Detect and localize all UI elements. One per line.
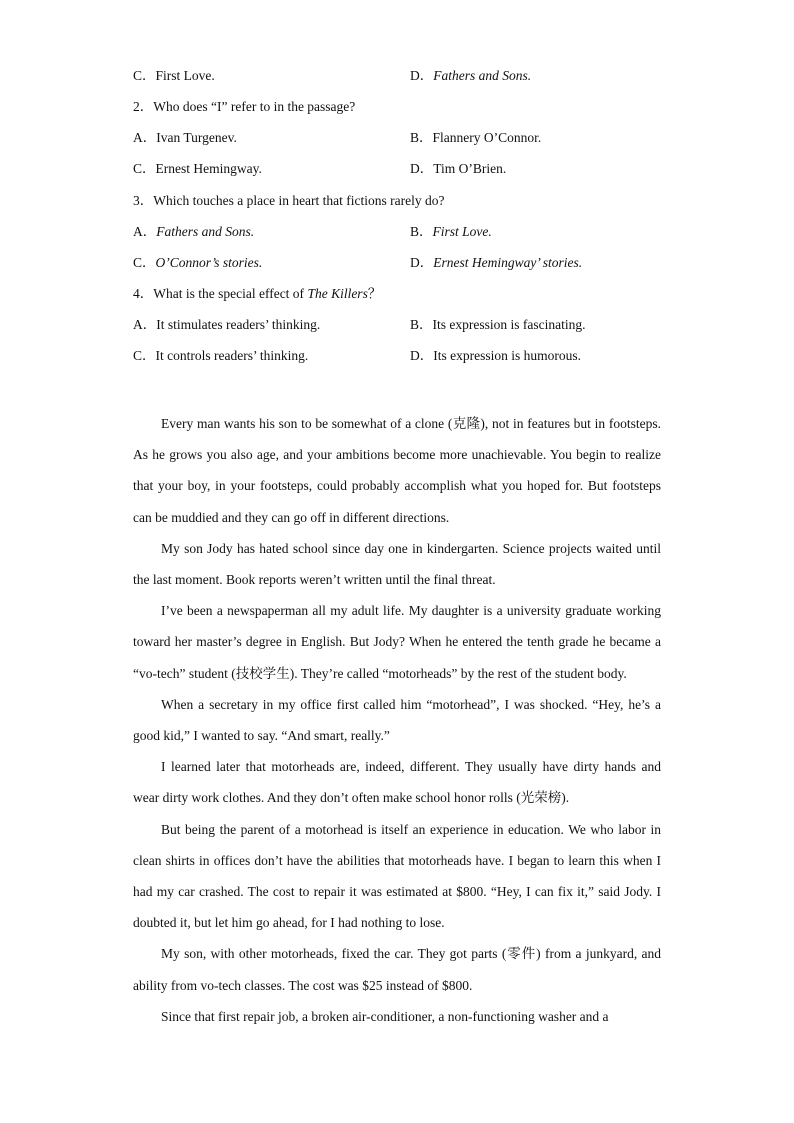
q4-option-b xyxy=(410,315,586,335)
passage-paragraph: But being the parent of a motorhead is itself an experience in education. We who labor in clean shirts in offices don’t have the abilities that motorheads have. I began to learn this when I had my car crashed. The cost to repair it was estimated at $800. “Hey, I can fix it,” said Jody. I doubted it, but let him go ahead, for I had nothing to lose. xyxy=(133,821,661,931)
q4-option-c xyxy=(133,346,308,366)
passage-paragraph: My son Jody has hated school since day one in kindergarten. Science projects waited until the last moment. Book reports weren’t written until the final threat. xyxy=(133,540,661,588)
q2-option-d xyxy=(410,159,506,179)
q1-option-c xyxy=(133,66,215,86)
q3-option-a xyxy=(133,222,254,242)
q1-option-d xyxy=(410,66,531,86)
q4-option-a-text: It stimulates readers’ thinking. xyxy=(156,317,321,332)
q4-option-b-text: Its expression is fascinating. xyxy=(432,317,586,332)
q2-stem: 2．Who does “I” refer to in the passage? xyxy=(133,99,356,114)
q4-option-c-text: It controls readers’ thinking. xyxy=(155,348,309,363)
q4-option-d xyxy=(410,346,581,366)
passage-paragraph: My son, with other motorheads, fixed the car. They got parts (零件) from a junkyard, and ability from vo-tech classes. The cost was $25 instead of $800. xyxy=(133,946,661,993)
q2-option-b xyxy=(410,128,541,148)
passage-paragraph: I learned later that motorheads are, indeed, different. They usually have dirty hands and wear dirty work clothes. And they don’t often make school honor rolls (光荣榜). xyxy=(133,759,661,806)
q4-option-d-text: Its expression is humorous. xyxy=(433,348,581,363)
q3-option-d-text: Ernest Hemingway’ stories. xyxy=(433,255,583,270)
q4-option-a-letter: A． xyxy=(133,317,157,332)
passage-paragraph: Since that first repair job, a broken air-conditioner, a non-functioning washer and a xyxy=(161,1008,609,1024)
q3-option-d xyxy=(410,253,582,273)
q1-option-d-letter: D． xyxy=(410,68,434,83)
q4-option-a xyxy=(133,315,320,335)
q1-option-c-text: First Love. xyxy=(155,68,215,83)
passage-paragraph: Every man wants his son to be somewhat of a clone (克隆), not in features but in footsteps. As he grows you also age, and your ambitions become more unachievable. You begin to realize that your boy, in your footsteps, could probably accomplish what you hoped for. But footsteps can be muddied and they can go off in different directions. xyxy=(133,416,661,525)
q2-option-d-text: Tim O’Brien. xyxy=(433,161,507,176)
q2-option-a-text: Ivan Turgenev. xyxy=(156,130,237,145)
q4-option-c-letter: C． xyxy=(133,348,156,363)
q2-option-b-text: Flannery O’Connor. xyxy=(432,130,542,145)
q3-option-d-letter: D． xyxy=(410,255,434,270)
q2-option-c-text: Ernest Hemingway. xyxy=(155,161,262,176)
reading-passage xyxy=(133,408,661,1032)
q3-stem: 3．Which touches a place in heart that fictions rarely do? xyxy=(133,193,445,208)
q3-option-b-letter: B． xyxy=(410,224,433,239)
passage-paragraph: I’ve been a newspaperman all my adult life. My daughter is a university graduate working toward her master’s degree in English. But Jody? When he entered the tenth grade he became a “vo-tech” student (技校学生). They’re called “motorheads” by the rest of the student body. xyxy=(133,603,661,681)
q4-stem xyxy=(133,284,381,304)
q4-stem-end: ？ xyxy=(367,286,382,301)
q2-option-b-letter: B． xyxy=(410,130,433,145)
q3-option-a-text: Fathers and Sons. xyxy=(156,224,255,239)
q2-option-c xyxy=(133,159,262,179)
q2-option-a-letter: A． xyxy=(133,130,157,145)
q4-option-d-letter: D． xyxy=(410,348,434,363)
q3-option-c xyxy=(133,253,262,273)
q2-option-a xyxy=(133,128,237,148)
q3-option-c-text: O’Connor’s stories. xyxy=(155,255,263,270)
q1-option-c-letter: C． xyxy=(133,68,156,83)
q3-option-c-letter: C． xyxy=(133,255,156,270)
q2-option-d-letter: D． xyxy=(410,161,434,176)
q3-option-a-letter: A． xyxy=(133,224,157,239)
q4-stem-title: The Killers xyxy=(307,286,368,301)
q2-option-c-letter: C． xyxy=(133,161,156,176)
q3-option-b xyxy=(410,222,492,242)
q4-option-b-letter: B． xyxy=(410,317,433,332)
q1-option-d-text: Fathers and Sons. xyxy=(433,68,532,83)
q4-stem-text: 4．What is the special effect of xyxy=(133,286,308,301)
passage-paragraph: When a secretary in my office first called him “motorhead”, I was shocked. “Hey, he’s a good kid,” I wanted to say. “And smart, really.” xyxy=(133,696,661,744)
q3-option-b-text: First Love. xyxy=(432,224,492,239)
